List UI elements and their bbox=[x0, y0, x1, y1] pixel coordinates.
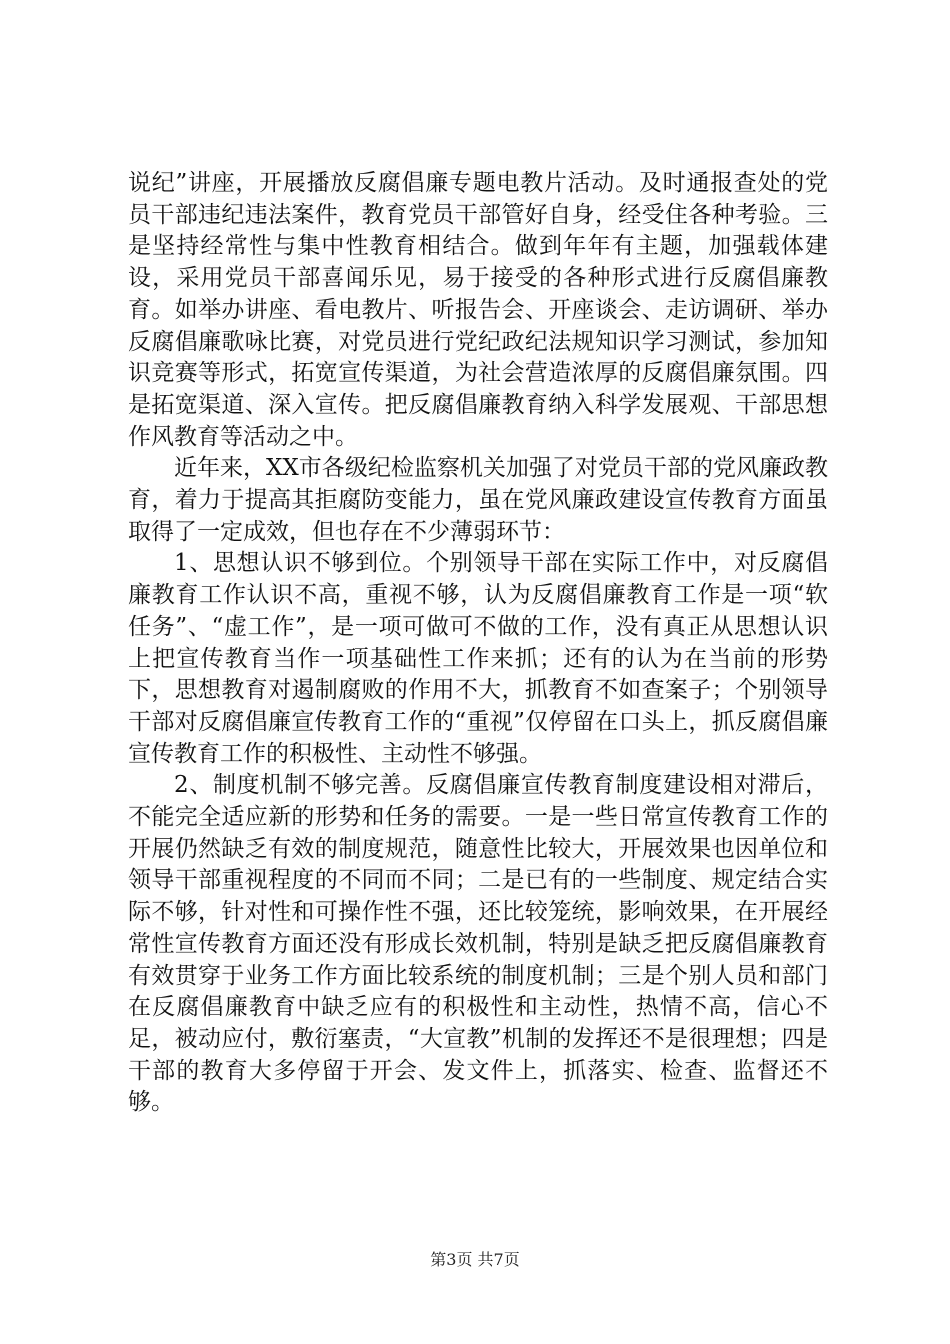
paragraph-intro-weaknesses: 近年来，XX市各级纪检监察机关加强了对党员干部的党风廉政教育，着力于提高其拒腐防变能力，虽在党风廉政建设宣传教育方面虽取得了一定成效，但也存在不少薄弱环节： bbox=[128, 455, 828, 545]
paragraph-continuation: 说纪”讲座，开展播放反腐倡廉专题电教片活动。及时通报查处的党员干部违纪违法案件，教育党员干部管好自身，经受住各种考验。三是坚持经常性与集中性教育相结合。做到年年有主题，加强载体建设，采用党员干部喜闻乐见，易于接受的各种形式进行反腐倡廉教育。如举办讲座、看电教片、听报告会、开座谈会、走访调研、举办反腐倡廉歌咏比赛，对党员进行党纪政纪法规知识学习测试，参加知识竞赛等形式，拓宽宣传渠道，为社会营造浓厚的反腐倡廉氛围。四是拓宽渠道、深入宣传。把反腐倡廉教育纳入科学发展观、干部思想作风教育等活动之中。 bbox=[128, 170, 828, 450]
document-body bbox=[128, 168, 828, 1119]
paragraph-point-1: 1、思想认识不够到位。个别领导干部在实际工作中，对反腐倡廉教育工作认识不高，重视不够，认为反腐倡廉教育工作是一项“软任务”、“虚工作”，是一项可做可不做的工作，没有真正从思想认识上把宣传教育当作一项基础性工作来抓；还有的认为在当前的形势下，思想教育对遏制腐败的作用不大，抓教育不如查案子；个别领导干部对反腐倡廉宣传教育工作的“重视”仅停留在口头上，抓反腐倡廉宣传教育工作的积极性、主动性不够强。 bbox=[128, 550, 828, 767]
paragraph-point-2: 2、制度机制不够完善。反腐倡廉宣传教育制度建设相对滞后，不能完全适应新的形势和任务的需要。一是一些日常宣传教育工作的开展仍然缺乏有效的制度规范，随意性比较大，开展效果也因单位和领导干部重视程度的不同而不同；二是已有的一些制度、规定结合实际不够，针对性和可操作性不强，还比较笼统，影响效果，在开展经常性宣传教育方面还没有形成长效机制，特别是缺乏把反腐倡廉教育有效贯穿于业务工作方面比较系统的制度机制；三是个别人员和部门在反腐倡廉教育中缺乏应有的积极性和主动性，热情不高，信心不足，被动应付，敷衍塞责，“大宣教”机制的发挥还不是很理想；四是干部的教育大多停留于开会、发文件上，抓落实、检查、监督还不够。 bbox=[128, 772, 828, 1116]
page-number-footer: 第3页 共7页 bbox=[430, 1250, 520, 1269]
